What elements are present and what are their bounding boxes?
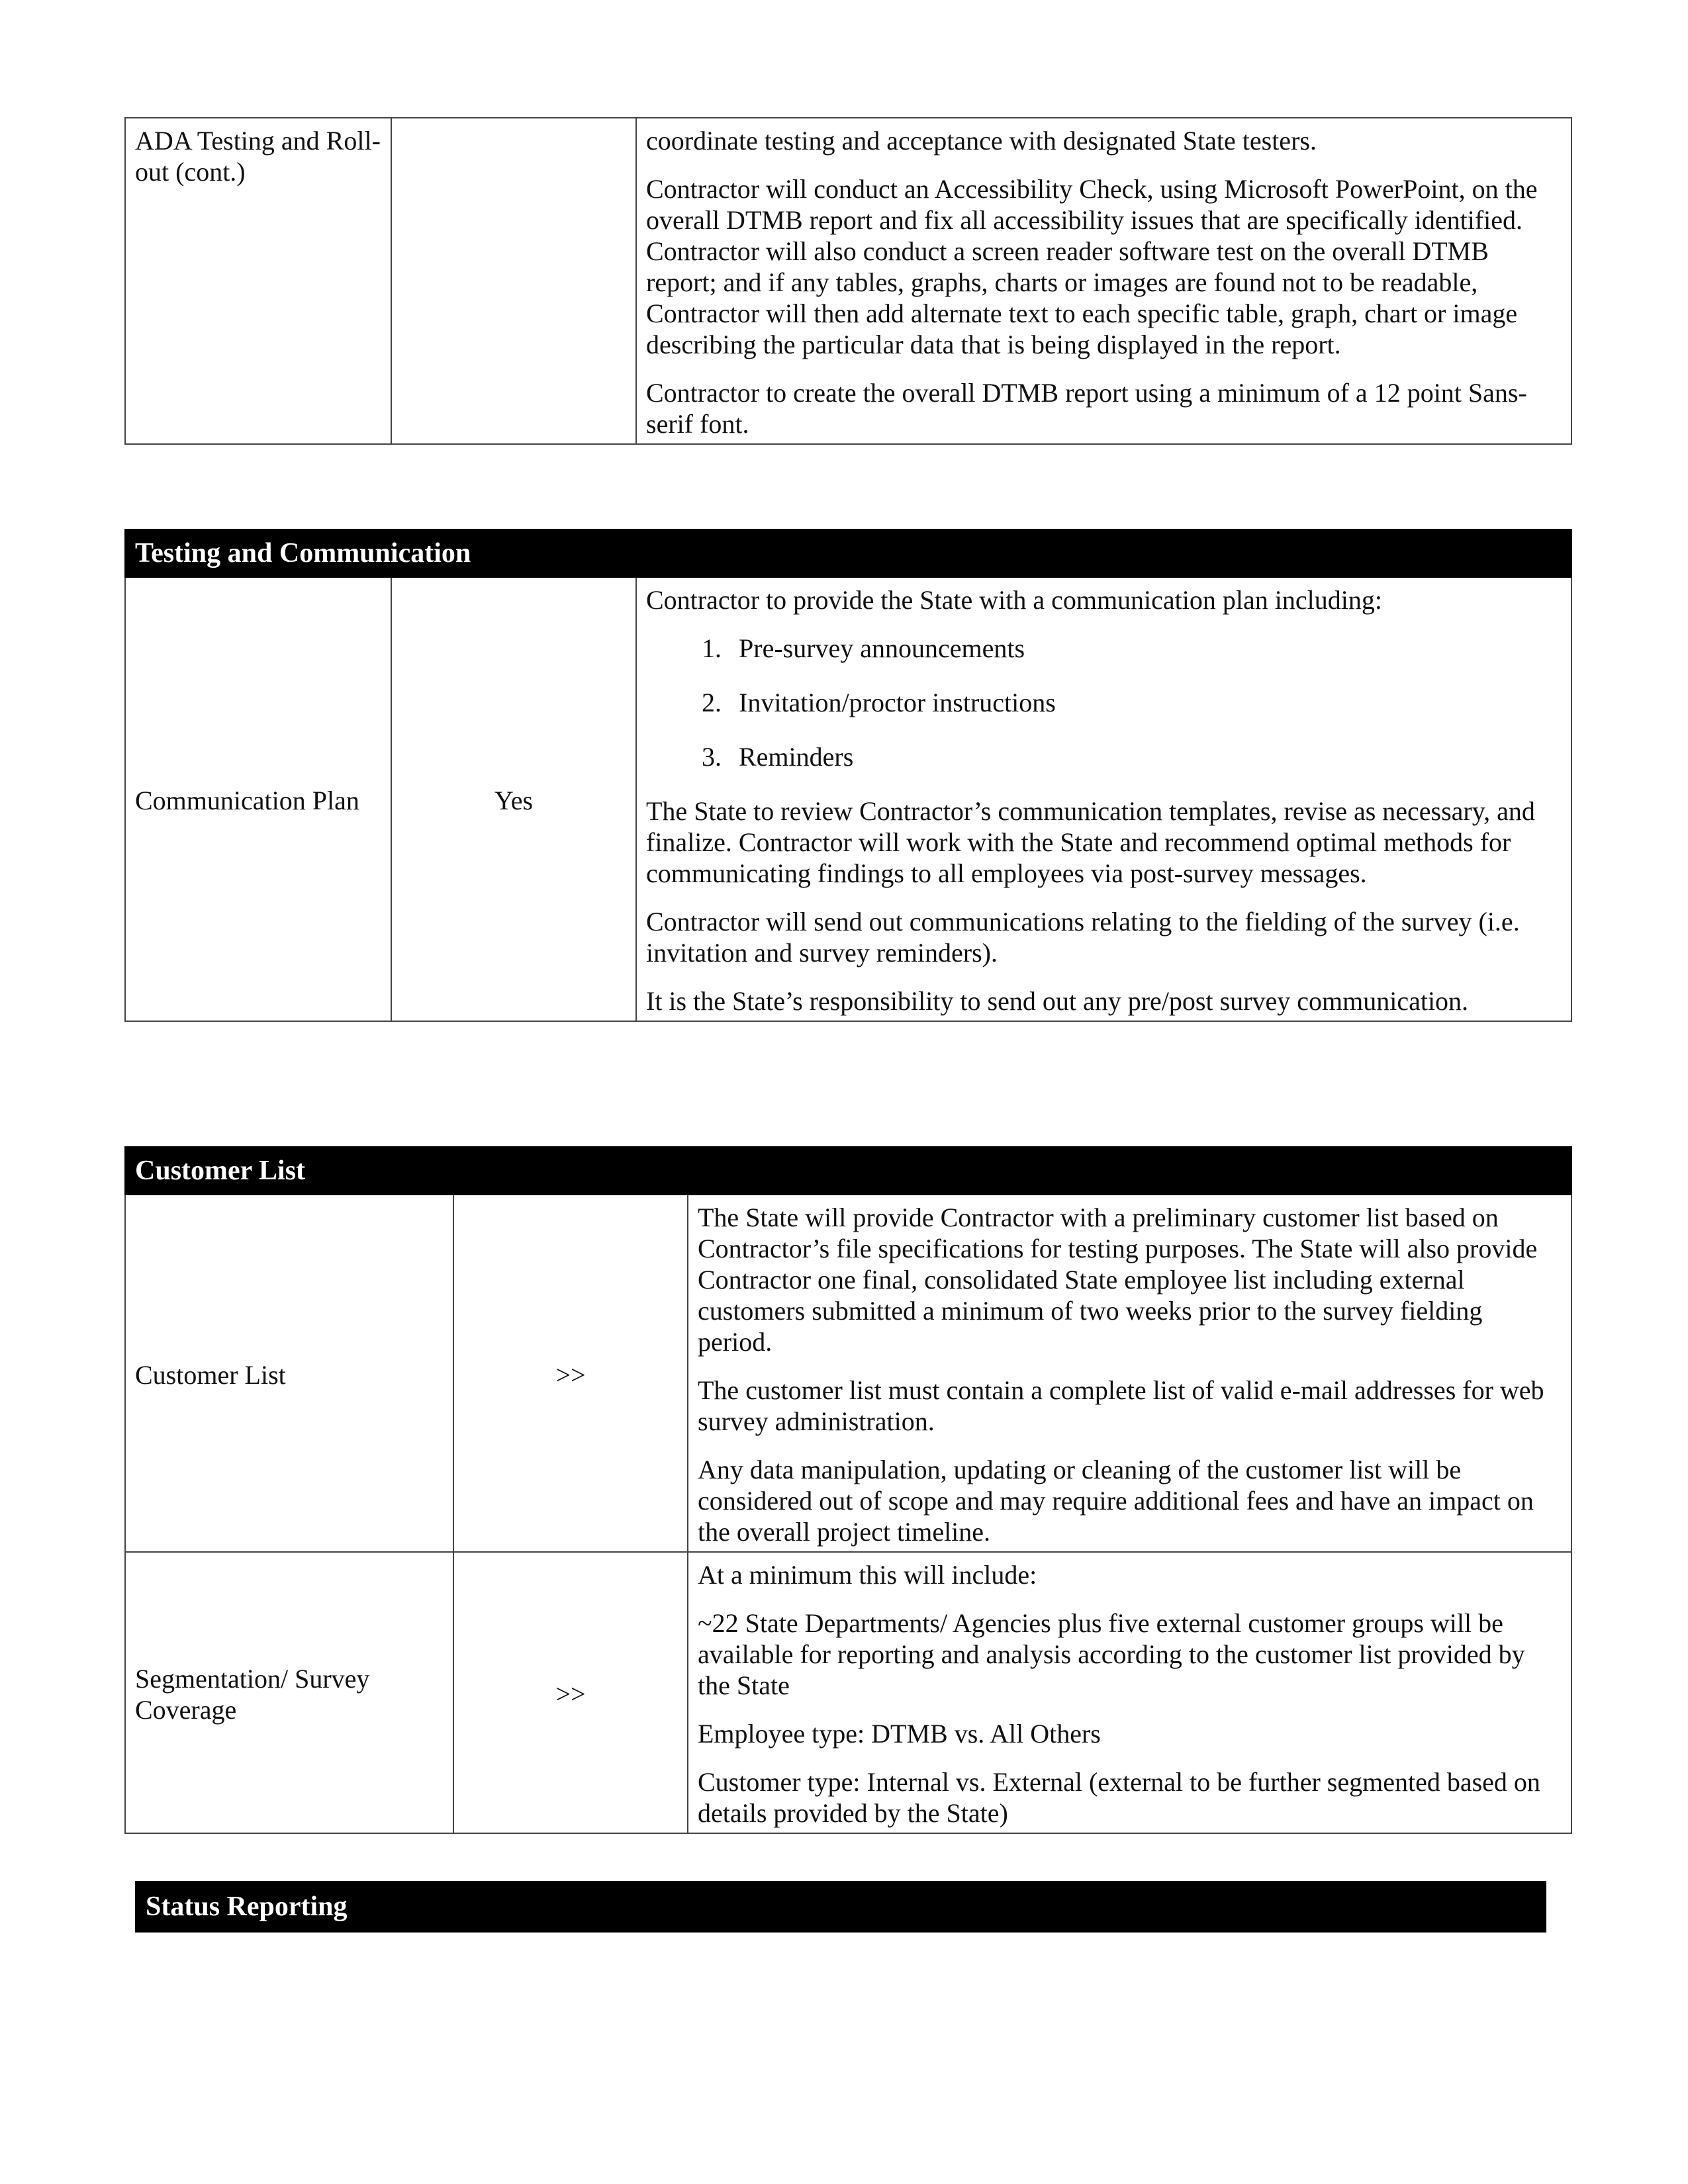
section-header: Customer List <box>126 1148 1571 1194</box>
table-row <box>125 577 1571 1021</box>
row-description <box>636 577 1571 1021</box>
row-description <box>688 1552 1571 1833</box>
numbered-list <box>646 633 1562 772</box>
row-label: Communication Plan <box>125 577 391 1021</box>
paragraph: The State to review Contractor’s communication templates, revise as necessary, and finalize. Contractor will work with the State and recommend optimal methods for communicating findings to all employees via post-survey messages. <box>646 796 1535 888</box>
paragraph: Contractor will send out communications relating to the fielding of the survey (i.e. invitation and survey reminders). <box>646 907 1520 968</box>
row-label: Segmentation/ Survey Coverage <box>125 1552 453 1833</box>
paragraph: It is the State’s responsibility to send out any pre/post survey communication. <box>646 986 1469 1016</box>
table-row <box>125 1552 1571 1833</box>
table-row <box>125 118 1571 444</box>
paragraph: The customer list must contain a complete list of valid e-mail addresses for web survey administration. <box>698 1375 1544 1436</box>
paragraph: Customer type: Internal vs. External (external to be further segmented based on details provided by the State) <box>698 1767 1540 1828</box>
row-label: Customer List <box>125 1195 453 1552</box>
list-item: 3. Reminders <box>702 742 854 772</box>
row-description <box>688 1195 1571 1552</box>
row-middle <box>391 118 636 444</box>
row-middle: >> <box>453 1195 688 1552</box>
row-label: ADA Testing and Roll-out (cont.) <box>125 118 391 444</box>
paragraph: ~22 State Departments/ Agencies plus five external customer groups will be available for reporting and analysis according to the customer list provided by the State <box>698 1608 1525 1700</box>
paragraph: Any data manipulation, updating or cleaning of the customer list will be considered out of scope and may require additional fees and have an impact on the overall project timeline. <box>698 1455 1534 1547</box>
status-reporting-header: Status Reporting <box>135 1881 1546 1933</box>
customer-list-table <box>124 1146 1572 1834</box>
row-middle: >> <box>453 1552 688 1833</box>
paragraph: Employee type: DTMB vs. All Others <box>698 1719 1101 1749</box>
paragraph: Contractor will conduct an Accessibility Check, using Microsoft PowerPoint, on the overall DTMB report and fix all accessibility issues that are specifically identified. Contractor will also conduct a screen reader software test on the overall DTMB report; and if any tables, graphs, charts or images are found not to be readable, Contractor will then add alternate text to each specific table, graph, chart or image describing the particular data that is being displayed in the report. <box>646 174 1538 359</box>
paragraph: coordinate testing and acceptance with designated State testers. <box>646 126 1317 156</box>
paragraph: At a minimum this will include: <box>698 1560 1037 1590</box>
row-description <box>636 118 1571 444</box>
paragraph: The State will provide Contractor with a preliminary customer list based on Contractor’s file specifications for testing purposes. The State will also provide Contractor one final, consolidated State employee list including external customers submitted a minimum of two weeks prior to the survey fielding period. <box>698 1203 1538 1357</box>
list-item: 1. Pre-survey announcements <box>702 633 1025 663</box>
paragraph: Contractor to provide the State with a communication plan including: <box>646 585 1382 615</box>
row-middle: Yes <box>391 577 636 1021</box>
testing-communication-table <box>124 529 1572 1022</box>
list-item: 2. Invitation/proctor instructions <box>702 688 1056 717</box>
section-header: Testing and Communication <box>126 530 1571 576</box>
table-row <box>125 1195 1571 1552</box>
ada-testing-table <box>124 117 1572 445</box>
paragraph: Contractor to create the overall DTMB report using a minimum of a 12 point Sans-serif font. <box>646 378 1527 439</box>
